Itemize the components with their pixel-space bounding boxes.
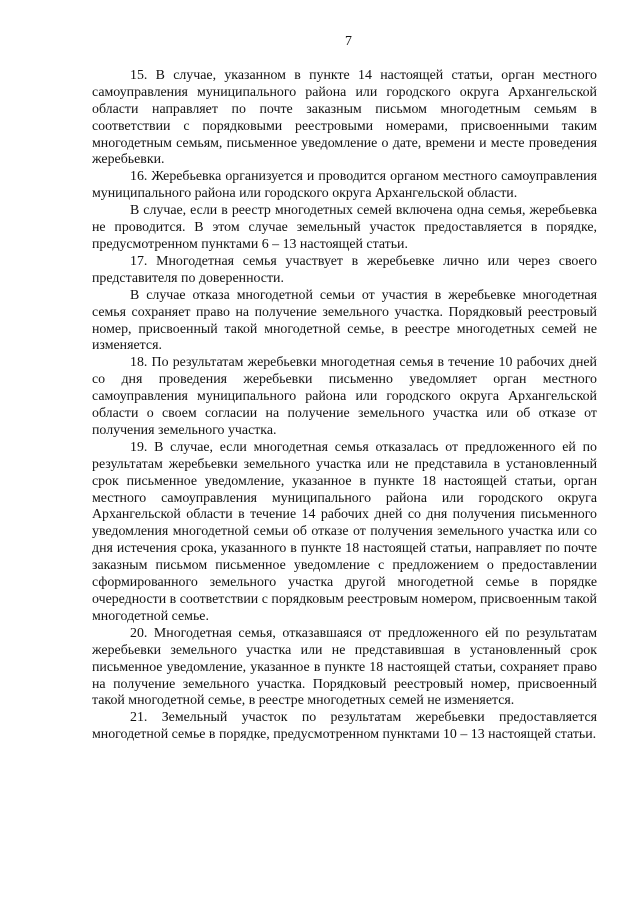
paragraph-18: 18. По результатам жеребьевки многодетная семья в течение 10 рабочих дней со дня проведения жеребьевки письменно уведомляет орган местного самоуправления муниципального района или городского округа Архангельской области о своем согласии на получение земельного участка или об отказе от получения земельного участка. bbox=[92, 355, 597, 438]
paragraph-17: 17. Многодетная семья участвует в жеребьевке лично или через своего представителя по доверенности. bbox=[92, 253, 597, 286]
paragraph-17-refusal: В случае отказа многодетной семьи от участия в жеребьевке многодетная семья сохраняет право на получение земельного участка. Порядковый реестровый номер, присвоенный такой многодетной семье, в реестре многодетных семей не изменяется. bbox=[92, 287, 597, 354]
document-page bbox=[92, 34, 597, 744]
paragraph-15: 15. В случае, указанном в пункте 14 настоящей статьи, орган местного самоуправления муниципального района или городского округа Архангельской области направляет по почте заказным письмом многодетным семьям в соответствии с порядковыми реестровыми номерами, присвоенными таким многодетным семьям, письменное уведомление о дате, времени и месте проведения жеребьевки. bbox=[92, 67, 597, 168]
paragraph-20: 20. Многодетная семья, отказавшаяся от предложенного ей по результатам жеребьевки земельного участка или не представившая в установленный срок письменное уведомление, указанное в пункте 18 настоящей статьи, сохраняет право на получение земельного участка. Порядковый реестровый номер, присвоенный такой многодетной семье, в реестре многодетных семей не изменяется. bbox=[92, 625, 597, 709]
page-number: 7 bbox=[345, 34, 352, 49]
paragraph-16: 16. Жеребьевка организуется и проводится органом местного самоуправления муниципального района или городского округа Архангельской области. bbox=[92, 169, 597, 202]
paragraph-21: 21. Земельный участок по результатам жеребьевки предоставляется многодетной семье в порядке, предусмотренном пунктами 10 – 13 настоящей статьи. bbox=[92, 710, 597, 743]
paragraph-16-single-family: В случае, если в реестр многодетных семей включена одна семья, жеребьевка не проводится. В этом случае земельный участок предоставляется в порядке, предусмотренном пунктами 6 – 13 настоящей статьи. bbox=[92, 203, 597, 252]
paragraph-19: 19. В случае, если многодетная семья отказалась от предложенного ей по результатам жеребьевки земельного участка или не представила в установленный срок письменное уведомление, указанное в пункте 18 настоящей статьи, орган местного самоуправления муниципального района или городского округа Архангельской области в течение 14 рабочих дней со дня получения письменного уведомления многодетной семьи об отказе от получения земельного участка или со дня истечения срока, указанного в пункте 18 настоящей статьи, направляет по почте заказным письмом письменное уведомление с предложением о предоставлении сформированного земельного участка другой многодетной семье в порядке очередности в соответствии с порядковым реестровым номером, присвоенным такой многодетной семье. bbox=[92, 439, 597, 624]
